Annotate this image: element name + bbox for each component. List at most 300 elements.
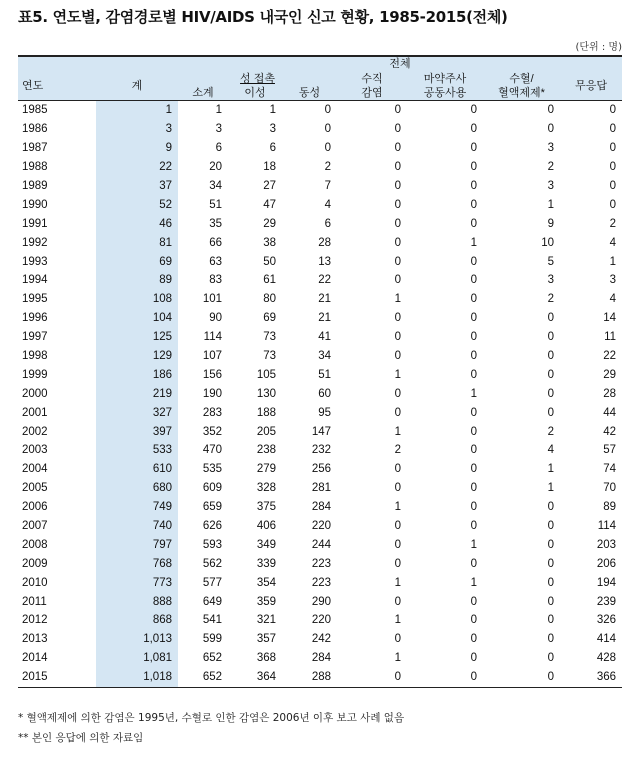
value-cell: 90 xyxy=(209,312,222,325)
value-cell: 283 xyxy=(202,406,222,419)
value-cell: 2 xyxy=(324,161,331,174)
value-cell: 0 xyxy=(394,217,401,230)
value-cell: 0 xyxy=(470,104,477,117)
vertical-header-1: 수직 xyxy=(337,72,407,86)
value-cell: 0 xyxy=(470,444,477,457)
value-cell: 354 xyxy=(256,576,276,589)
value-cell: 44 xyxy=(603,406,617,419)
value-cell: 220 xyxy=(311,614,331,627)
hetero-header: 이성 xyxy=(228,86,282,101)
year-cell: 2008 xyxy=(22,538,48,551)
value-cell: 51 xyxy=(318,368,331,381)
value-cell: 125 xyxy=(96,328,178,347)
value-cell: 244 xyxy=(311,538,331,551)
table-row xyxy=(18,365,622,384)
value-cell: 1 xyxy=(470,236,477,249)
value-cell: 223 xyxy=(311,557,331,570)
value-cell: 57 xyxy=(603,444,617,457)
table-row xyxy=(18,214,622,233)
value-cell: 114 xyxy=(597,520,617,533)
year-cell: 2000 xyxy=(22,387,48,400)
value-cell: 610 xyxy=(96,460,178,479)
value-cell: 0 xyxy=(470,614,477,627)
value-cell: 0 xyxy=(394,331,401,344)
table-row xyxy=(18,535,622,554)
value-cell: 797 xyxy=(96,535,178,554)
value-cell: 4 xyxy=(609,236,617,249)
value-cell: 593 xyxy=(202,538,222,551)
value-cell: 22 xyxy=(96,158,178,177)
value-cell: 0 xyxy=(394,538,401,551)
value-cell: 349 xyxy=(256,538,276,551)
value-cell: 14 xyxy=(603,312,617,325)
value-cell: 1 xyxy=(394,368,401,381)
value-cell: 41 xyxy=(318,331,331,344)
value-cell: 83 xyxy=(209,274,222,287)
table-row xyxy=(18,498,622,517)
value-cell: 203 xyxy=(596,538,617,551)
value-cell: 0 xyxy=(470,501,477,514)
value-cell: 0 xyxy=(609,198,617,211)
value-cell: 888 xyxy=(96,592,178,611)
year-cell: 1987 xyxy=(22,142,48,155)
value-cell: 101 xyxy=(202,293,222,306)
year-cell: 2010 xyxy=(22,576,48,589)
blood-header-2: 혈액제제* xyxy=(483,86,560,101)
value-cell: 0 xyxy=(324,142,331,155)
value-cell: 535 xyxy=(202,463,222,476)
table-row xyxy=(18,441,622,460)
value-cell: 0 xyxy=(394,671,401,684)
table-row xyxy=(18,422,622,441)
value-cell: 73 xyxy=(263,331,276,344)
table-row xyxy=(18,554,622,573)
value-cell: 1 xyxy=(394,425,401,438)
blood-header-1: 수혈/ xyxy=(483,72,560,86)
value-cell: 290 xyxy=(311,595,331,608)
table-row xyxy=(18,630,622,649)
value-cell: 50 xyxy=(263,255,276,268)
value-cell: 0 xyxy=(394,180,401,192)
value-cell: 577 xyxy=(202,576,222,589)
value-cell: 81 xyxy=(96,233,178,252)
value-cell: 1 xyxy=(96,101,178,120)
value-cell: 108 xyxy=(96,290,178,309)
value-cell: 2 xyxy=(609,217,617,230)
value-cell: 3 xyxy=(609,274,617,287)
value-cell: 0 xyxy=(470,274,477,287)
value-cell: 60 xyxy=(318,387,331,400)
value-cell: 61 xyxy=(263,274,276,287)
value-cell: 1 xyxy=(394,501,401,514)
value-cell: 0 xyxy=(547,350,554,363)
value-cell: 0 xyxy=(470,557,477,570)
no-response-header: 무응답 xyxy=(560,72,622,101)
value-cell: 69 xyxy=(96,252,178,271)
value-cell: 47 xyxy=(263,198,276,211)
value-cell: 13 xyxy=(318,255,331,268)
value-cell: 0 xyxy=(470,180,477,192)
value-cell: 0 xyxy=(470,633,477,646)
year-cell: 2004 xyxy=(22,463,48,476)
value-cell: 156 xyxy=(202,368,222,381)
value-cell: 3 xyxy=(269,123,276,136)
year-cell: 1988 xyxy=(22,161,48,174)
value-cell: 1 xyxy=(547,198,554,211)
table-row xyxy=(18,139,622,158)
value-cell: 18 xyxy=(263,161,276,174)
value-cell: 70 xyxy=(603,482,617,495)
table-row xyxy=(18,271,622,290)
value-cell: 1 xyxy=(394,293,401,306)
value-cell: 327 xyxy=(96,403,178,422)
value-cell: 51 xyxy=(209,198,222,211)
value-cell: 321 xyxy=(256,614,276,627)
value-cell: 366 xyxy=(596,671,617,684)
value-cell: 0 xyxy=(547,123,554,136)
value-cell: 3 xyxy=(547,142,554,155)
value-cell: 0 xyxy=(394,557,401,570)
value-cell: 256 xyxy=(311,463,331,476)
value-cell: 281 xyxy=(311,482,331,495)
value-cell: 0 xyxy=(394,387,401,400)
value-cell: 768 xyxy=(96,554,178,573)
value-cell: 659 xyxy=(202,501,222,514)
table-row xyxy=(18,479,622,498)
value-cell: 0 xyxy=(547,104,554,117)
value-cell: 6 xyxy=(215,142,222,155)
year-cell: 2001 xyxy=(22,406,48,419)
year-cell: 1989 xyxy=(22,180,48,192)
value-cell: 626 xyxy=(202,520,222,533)
value-cell: 0 xyxy=(547,406,554,419)
value-cell: 680 xyxy=(96,479,178,498)
value-cell: 21 xyxy=(318,293,331,306)
value-cell: 186 xyxy=(96,365,178,384)
value-cell: 0 xyxy=(394,406,401,419)
value-cell: 34 xyxy=(209,180,222,192)
value-cell: 428 xyxy=(596,652,617,665)
value-cell: 80 xyxy=(263,293,276,306)
value-cell: 238 xyxy=(256,444,276,457)
value-cell: 52 xyxy=(96,195,178,214)
table-row xyxy=(18,592,622,611)
value-cell: 773 xyxy=(96,573,178,592)
table-row xyxy=(18,649,622,668)
table-header xyxy=(18,56,622,101)
footnote-1: * 혈액제제에 의한 감염은 1995년, 수혈로 인한 감염은 2006년 이후 보고 사례 없음 xyxy=(18,712,405,724)
value-cell: 0 xyxy=(470,425,477,438)
value-cell: 4 xyxy=(324,198,331,211)
year-cell: 2011 xyxy=(22,595,47,608)
value-cell: 0 xyxy=(324,104,331,117)
value-cell: 63 xyxy=(209,255,222,268)
value-cell: 397 xyxy=(96,422,178,441)
value-cell: 0 xyxy=(470,652,477,665)
table-row xyxy=(18,120,622,139)
value-cell: 0 xyxy=(609,161,617,174)
value-cell: 6 xyxy=(324,217,331,230)
value-cell: 74 xyxy=(603,463,617,476)
value-cell: 0 xyxy=(394,236,401,249)
value-cell: 0 xyxy=(470,463,477,476)
value-cell: 0 xyxy=(547,614,554,627)
drug-header-2: 공동사용 xyxy=(407,86,483,101)
value-cell: 1 xyxy=(609,255,617,268)
year-cell: 1998 xyxy=(22,350,48,363)
year-cell: 1994 xyxy=(22,274,48,287)
year-cell: 2014 xyxy=(22,652,48,665)
value-cell: 95 xyxy=(318,406,331,419)
value-cell: 11 xyxy=(604,331,617,344)
value-cell: 223 xyxy=(311,576,331,589)
value-cell: 9 xyxy=(96,139,178,158)
value-cell: 89 xyxy=(96,271,178,290)
table-row xyxy=(18,573,622,592)
value-cell: 0 xyxy=(394,482,401,495)
table-row xyxy=(18,611,622,630)
value-cell: 0 xyxy=(547,538,554,551)
value-cell: 740 xyxy=(96,517,178,536)
table-row xyxy=(18,252,622,271)
value-cell: 1 xyxy=(470,387,477,400)
value-cell: 147 xyxy=(311,425,331,438)
value-cell: 1 xyxy=(394,614,401,627)
value-cell: 1 xyxy=(547,482,554,495)
value-cell: 1 xyxy=(470,576,477,589)
value-cell: 0 xyxy=(547,652,554,665)
value-cell: 129 xyxy=(96,347,178,366)
table-row xyxy=(18,233,622,252)
value-cell: 66 xyxy=(209,236,222,249)
year-cell: 1999 xyxy=(22,368,48,381)
value-cell: 0 xyxy=(470,255,477,268)
year-cell: 1986 xyxy=(22,123,48,136)
value-cell: 352 xyxy=(202,425,222,438)
value-cell: 35 xyxy=(209,217,222,230)
value-cell: 3 xyxy=(96,120,178,139)
year-cell: 2013 xyxy=(22,633,48,646)
value-cell: 1 xyxy=(394,576,401,589)
value-cell: 0 xyxy=(470,520,477,533)
homo-header: 동성 xyxy=(282,86,337,101)
year-cell: 1990 xyxy=(22,198,48,211)
value-cell: 0 xyxy=(470,161,477,174)
value-cell: 0 xyxy=(547,501,554,514)
value-cell: 0 xyxy=(394,161,401,174)
year-header: 연도 xyxy=(18,72,96,101)
table-row xyxy=(18,668,622,687)
value-cell: 6 xyxy=(269,142,276,155)
value-cell: 1,018 xyxy=(96,668,178,687)
value-cell: 0 xyxy=(547,595,554,608)
value-cell: 326 xyxy=(596,614,617,627)
value-cell: 0 xyxy=(394,350,401,363)
value-cell: 0 xyxy=(609,104,617,117)
value-cell: 0 xyxy=(547,633,554,646)
value-cell: 0 xyxy=(394,633,401,646)
value-cell: 0 xyxy=(394,123,401,136)
value-cell: 0 xyxy=(394,595,401,608)
value-cell: 368 xyxy=(256,652,276,665)
table-row xyxy=(18,195,622,214)
value-cell: 0 xyxy=(394,142,401,155)
value-cell: 46 xyxy=(96,214,178,233)
value-cell: 0 xyxy=(394,104,401,117)
value-cell: 0 xyxy=(394,463,401,476)
year-cell: 2002 xyxy=(22,425,48,438)
value-cell: 749 xyxy=(96,498,178,517)
value-cell: 104 xyxy=(96,309,178,328)
value-cell: 105 xyxy=(256,368,276,381)
table-row xyxy=(18,517,622,536)
value-cell: 284 xyxy=(311,501,331,514)
table-row xyxy=(18,309,622,328)
value-cell: 0 xyxy=(470,595,477,608)
value-cell: 1,013 xyxy=(96,630,178,649)
value-cell: 28 xyxy=(318,236,331,249)
value-cell: 0 xyxy=(470,331,477,344)
value-cell: 0 xyxy=(470,671,477,684)
value-cell: 242 xyxy=(311,633,331,646)
value-cell: 2 xyxy=(547,161,554,174)
unit-label: (단위 : 명) xyxy=(575,42,622,53)
value-cell: 364 xyxy=(256,671,276,684)
value-cell: 20 xyxy=(209,161,222,174)
value-cell: 73 xyxy=(263,350,276,363)
table-row xyxy=(18,403,622,422)
year-cell: 1991 xyxy=(22,217,48,230)
footnotes xyxy=(18,708,404,748)
value-cell: 1 xyxy=(470,538,477,551)
value-cell: 2 xyxy=(547,293,554,306)
year-cell: 1985 xyxy=(22,104,48,117)
value-cell: 288 xyxy=(311,671,331,684)
value-cell: 284 xyxy=(311,652,331,665)
value-cell: 0 xyxy=(470,482,477,495)
value-cell: 114 xyxy=(203,331,222,344)
value-cell: 3 xyxy=(547,180,554,192)
value-cell: 0 xyxy=(394,520,401,533)
value-cell: 42 xyxy=(603,425,617,438)
value-cell: 38 xyxy=(263,236,276,249)
value-cell: 652 xyxy=(202,671,222,684)
value-cell: 0 xyxy=(394,198,401,211)
value-cell: 0 xyxy=(547,331,554,344)
year-cell: 2009 xyxy=(22,557,48,570)
value-cell: 5 xyxy=(547,255,554,268)
value-cell: 194 xyxy=(596,576,617,589)
year-cell: 2005 xyxy=(22,482,48,495)
value-cell: 359 xyxy=(256,595,276,608)
value-cell: 22 xyxy=(603,350,617,363)
table-row xyxy=(18,290,622,309)
value-cell: 541 xyxy=(202,614,222,627)
value-cell: 0 xyxy=(470,368,477,381)
year-cell: 2006 xyxy=(22,501,48,514)
table-row xyxy=(18,328,622,347)
value-cell: 0 xyxy=(470,123,477,136)
value-cell: 0 xyxy=(470,312,477,325)
value-cell: 599 xyxy=(202,633,222,646)
value-cell: 3 xyxy=(547,274,554,287)
value-cell: 0 xyxy=(547,387,554,400)
vertical-header-2: 감염 xyxy=(337,86,407,101)
value-cell: 206 xyxy=(596,557,617,570)
value-cell: 328 xyxy=(256,482,276,495)
value-cell: 339 xyxy=(256,557,276,570)
sexual-contact-header: 성 접촉 xyxy=(178,72,337,86)
value-cell: 609 xyxy=(202,482,222,495)
value-cell: 4 xyxy=(547,444,554,457)
value-cell: 27 xyxy=(263,180,276,192)
value-cell: 1 xyxy=(394,652,401,665)
year-cell: 2007 xyxy=(22,520,48,533)
hiv-report-table xyxy=(18,55,622,688)
footnote-2: ** 본인 응답에 의한 자료임 xyxy=(18,732,144,744)
table-row xyxy=(18,384,622,403)
value-cell: 1 xyxy=(547,463,554,476)
value-cell: 28 xyxy=(603,387,617,400)
total-header: 계 xyxy=(96,72,178,101)
year-cell: 1996 xyxy=(22,312,48,325)
value-cell: 29 xyxy=(263,217,276,230)
table-row xyxy=(18,347,622,366)
value-cell: 37 xyxy=(96,177,178,196)
value-cell: 9 xyxy=(547,217,554,230)
value-cell: 0 xyxy=(470,293,477,306)
value-cell: 562 xyxy=(202,557,222,570)
value-cell: 0 xyxy=(394,274,401,287)
year-cell: 2003 xyxy=(22,444,48,457)
value-cell: 1 xyxy=(215,104,222,117)
value-cell: 652 xyxy=(202,652,222,665)
value-cell: 414 xyxy=(596,633,617,646)
value-cell: 89 xyxy=(603,501,617,514)
table-row xyxy=(18,101,622,120)
year-cell: 1997 xyxy=(22,331,48,344)
value-cell: 0 xyxy=(609,180,617,192)
value-cell: 0 xyxy=(609,123,617,136)
year-cell: 1993 xyxy=(22,255,48,268)
table-title: 표5. 연도별, 감염경로별 HIV/AIDS 내국인 신고 현황, 1985-2015(전체) xyxy=(18,8,508,26)
value-cell: 0 xyxy=(470,217,477,230)
table-body xyxy=(18,101,622,688)
value-cell: 21 xyxy=(318,312,331,325)
value-cell: 0 xyxy=(547,520,554,533)
value-cell: 10 xyxy=(541,236,554,249)
value-cell: 1,081 xyxy=(96,649,178,668)
overall-header: 전체 xyxy=(178,56,622,72)
value-cell: 0 xyxy=(547,671,554,684)
value-cell: 0 xyxy=(547,368,554,381)
table-row xyxy=(18,177,622,196)
value-cell: 3 xyxy=(215,123,222,136)
value-cell: 0 xyxy=(470,142,477,155)
value-cell: 29 xyxy=(603,368,617,381)
value-cell: 205 xyxy=(256,425,276,438)
value-cell: 470 xyxy=(202,444,222,457)
value-cell: 188 xyxy=(256,406,276,419)
value-cell: 0 xyxy=(470,406,477,419)
table-row xyxy=(18,158,622,177)
value-cell: 232 xyxy=(311,444,331,457)
year-cell: 2012 xyxy=(22,614,48,627)
value-cell: 1 xyxy=(269,104,276,117)
subtotal-header: 소계 xyxy=(178,86,228,101)
value-cell: 0 xyxy=(324,123,331,136)
table-row xyxy=(18,460,622,479)
